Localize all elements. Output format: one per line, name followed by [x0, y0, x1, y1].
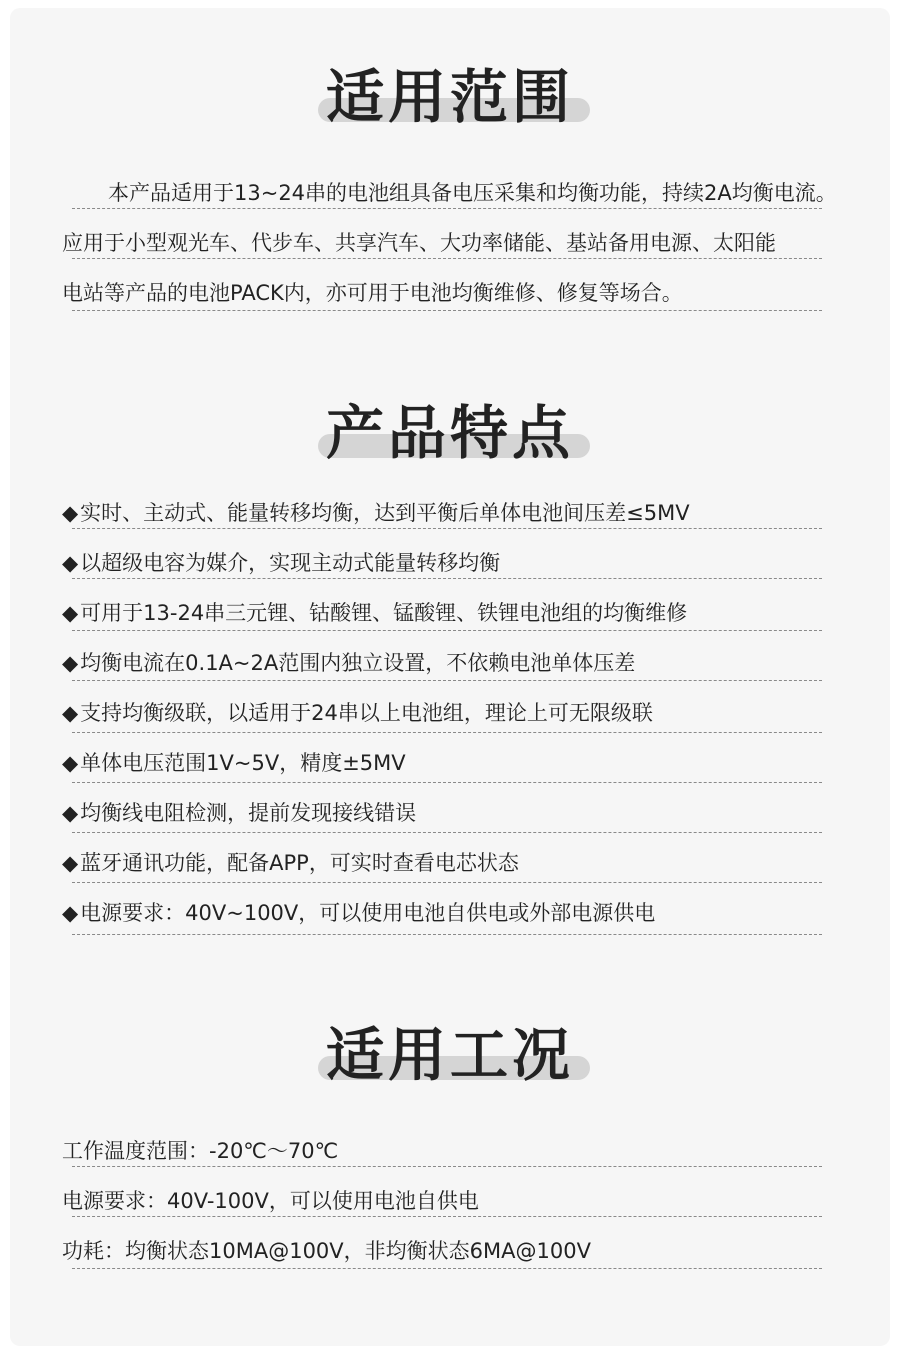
section-title: 产品特点 [325, 399, 574, 467]
feature-item [62, 598, 687, 628]
dashed-divider [72, 832, 822, 833]
diamond-bullet-icon: ◆ [62, 551, 79, 575]
dashed-divider [72, 882, 822, 883]
diamond-bullet-icon: ◆ [62, 501, 79, 525]
section-heading-features [0, 398, 900, 468]
diamond-bullet-icon: ◆ [62, 701, 79, 725]
section-heading-conditions [0, 1020, 900, 1090]
dashed-divider [72, 732, 822, 733]
feature-text: 以超级电容为媒介，实现主动式能量转移均衡 [80, 551, 501, 575]
feature-text: 支持均衡级联，以适用于24串以上电池组，理论上可无限级联 [80, 701, 653, 725]
diamond-bullet-icon: ◆ [62, 601, 79, 625]
feature-text: 均衡线电阻检测，提前发现接线错误 [80, 801, 417, 825]
diamond-bullet-icon: ◆ [62, 851, 79, 875]
dashed-divider [72, 1166, 822, 1167]
dashed-divider [72, 1268, 822, 1269]
feature-text: 单体电压范围1V~5V，精度±5MV [80, 751, 406, 775]
condition-item: 工作温度范围：-20℃～70℃ [62, 1139, 339, 1163]
feature-text: 均衡电流在0.1A~2A范围内独立设置，不依赖电池单体压差 [80, 651, 636, 675]
dashed-divider [72, 630, 822, 631]
section-title: 适用工况 [325, 1021, 574, 1089]
feature-item [62, 648, 635, 678]
dashed-divider [72, 528, 822, 529]
feature-item [62, 498, 690, 528]
dashed-divider [72, 1216, 822, 1217]
dashed-divider [72, 578, 822, 579]
feature-text: 可用于13-24串三元锂、钴酸锂、锰酸锂、铁锂电池组的均衡维修 [80, 601, 688, 625]
paragraph-line: 应用于小型观光车、代步车、共享汽车、大功率储能、基站备用电源、太阳能 [62, 231, 776, 255]
dashed-divider [72, 208, 822, 209]
dashed-divider [72, 680, 822, 681]
feature-item [62, 748, 406, 778]
diamond-bullet-icon: ◆ [62, 751, 79, 775]
condition-item: 功耗：均衡状态10MA@100V，非均衡状态6MA@100V [62, 1239, 591, 1263]
diamond-bullet-icon: ◆ [62, 651, 79, 675]
dashed-divider [72, 258, 822, 259]
paragraph-line: 本产品适用于13~24串的电池组具备电压采集和均衡功能，持续2A均衡电流。 [108, 181, 837, 205]
feature-item [62, 548, 500, 578]
section-title: 适用范围 [325, 63, 574, 131]
feature-item [62, 898, 655, 928]
condition-item: 电源要求：40V-100V，可以使用电池自供电 [62, 1189, 479, 1213]
feature-text: 电源要求：40V~100V，可以使用电池自供电或外部电源供电 [80, 901, 656, 925]
dashed-divider [72, 934, 822, 935]
feature-text: 蓝牙通讯功能，配备APP，可实时查看电芯状态 [80, 851, 519, 875]
feature-item [62, 798, 416, 828]
feature-text: 实时、主动式、能量转移均衡，达到平衡后单体电池间压差≤5MV [80, 501, 690, 525]
dashed-divider [72, 310, 822, 311]
diamond-bullet-icon: ◆ [62, 801, 79, 825]
paragraph-line: 电站等产品的电池PACK内，亦可用于电池均衡维修、修复等场合。 [62, 281, 683, 305]
feature-item [62, 698, 653, 728]
diamond-bullet-icon: ◆ [62, 901, 79, 925]
section-heading-scope [0, 62, 900, 132]
feature-item [62, 848, 519, 878]
dashed-divider [72, 782, 822, 783]
